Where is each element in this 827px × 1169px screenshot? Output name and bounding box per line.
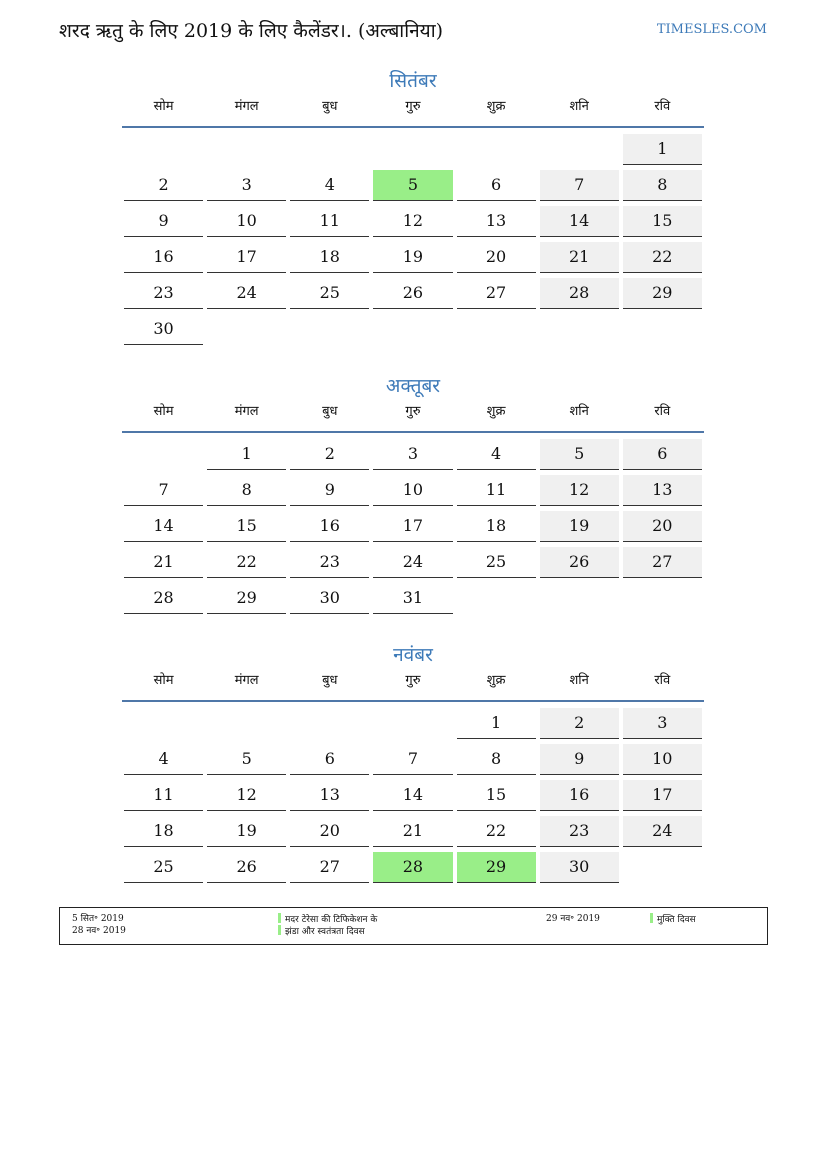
day-cell[interactable]: 23 xyxy=(124,278,203,309)
weekday-label: मंगल xyxy=(234,673,259,688)
empty-cell xyxy=(207,708,286,738)
day-cell[interactable]: 31 xyxy=(373,583,452,614)
day-cell[interactable]: 6 xyxy=(457,170,536,201)
day-cell[interactable]: 10 xyxy=(623,744,702,775)
weekday-label: गुरु xyxy=(405,673,421,688)
empty-cell xyxy=(540,134,619,164)
day-cell[interactable]: 2 xyxy=(124,170,203,201)
day-cell[interactable]: 15 xyxy=(623,206,702,237)
day-cell[interactable]: 28 xyxy=(540,278,619,309)
day-cell[interactable]: 26 xyxy=(540,547,619,578)
day-cell[interactable]: 7 xyxy=(124,475,203,506)
day-cell[interactable]: 4 xyxy=(124,744,203,775)
legend-date: 5 सित॰ 2019 xyxy=(72,914,124,924)
legend-holiday-name: झंडा और स्वतंत्रता दिवस xyxy=(285,927,365,937)
day-cell[interactable]: 13 xyxy=(457,206,536,237)
day-cell[interactable]: 4 xyxy=(457,439,536,470)
site-link[interactable]: TIMESLES.COM xyxy=(656,22,767,37)
day-cell[interactable]: 11 xyxy=(457,475,536,506)
day-cell[interactable]: 26 xyxy=(207,852,286,883)
day-cell[interactable]: 16 xyxy=(124,242,203,273)
empty-cell xyxy=(373,134,452,164)
day-cell[interactable]: 3 xyxy=(373,439,452,470)
weekday-label: गुरु xyxy=(405,99,421,114)
day-cell[interactable]: 27 xyxy=(457,278,536,309)
day-cell[interactable]: 28 xyxy=(124,583,203,614)
day-cell[interactable]: 7 xyxy=(373,744,452,775)
empty-cell xyxy=(457,134,536,164)
month-september xyxy=(122,66,704,348)
day-cell[interactable]: 29 xyxy=(207,583,286,614)
day-cell[interactable]: 19 xyxy=(207,816,286,847)
weekday-label: सोम xyxy=(153,99,174,114)
legend-holiday xyxy=(650,913,696,926)
day-cell[interactable]: 14 xyxy=(373,780,452,811)
day-cell[interactable]: 23 xyxy=(290,547,369,578)
empty-cell xyxy=(290,708,369,738)
day-cell[interactable]: 18 xyxy=(457,511,536,542)
day-cell[interactable]: 16 xyxy=(540,780,619,811)
day-cell[interactable]: 30 xyxy=(540,852,619,883)
day-cell[interactable]: 12 xyxy=(540,475,619,506)
day-cell[interactable]: 20 xyxy=(623,511,702,542)
day-cell[interactable]: 2 xyxy=(540,708,619,739)
day-grid xyxy=(122,706,704,886)
day-cell[interactable]: 9 xyxy=(540,744,619,775)
empty-cell xyxy=(290,134,369,164)
weekday-label: गुरु xyxy=(405,404,421,419)
legend-date: 28 नव॰ 2019 xyxy=(72,926,126,936)
day-cell[interactable]: 23 xyxy=(540,816,619,847)
day-cell[interactable]: 8 xyxy=(623,170,702,201)
day-cell[interactable]: 18 xyxy=(290,242,369,273)
day-cell[interactable]: 17 xyxy=(623,780,702,811)
day-cell[interactable]: 22 xyxy=(207,547,286,578)
legend-holiday-name: मदर टेरेसा की टिफिकेशन के xyxy=(285,915,378,925)
holiday-color-marker xyxy=(278,913,281,923)
legend-holiday xyxy=(278,925,365,938)
weekday-label: बुध xyxy=(322,99,338,114)
day-cell[interactable]: 3 xyxy=(623,708,702,739)
day-cell[interactable]: 21 xyxy=(124,547,203,578)
month-title: नवंबर xyxy=(393,644,433,666)
legend-holiday-name: मुक्ति दिवस xyxy=(657,915,696,925)
day-grid xyxy=(122,437,704,617)
holiday-day-cell[interactable]: 5 xyxy=(373,170,452,201)
month-october xyxy=(122,371,704,617)
day-cell[interactable]: 11 xyxy=(124,780,203,811)
day-cell[interactable]: 8 xyxy=(457,744,536,775)
empty-cell xyxy=(207,134,286,164)
legend-date: 29 नव॰ 2019 xyxy=(546,914,600,924)
weekday-label: रवि xyxy=(654,673,671,688)
weekday-label: शनि xyxy=(569,404,589,419)
weekday-label: बुध xyxy=(322,673,338,688)
day-cell[interactable]: 6 xyxy=(623,439,702,470)
weekday-header-row xyxy=(122,401,704,433)
weekday-label: मंगल xyxy=(234,404,259,419)
day-cell[interactable]: 10 xyxy=(373,475,452,506)
weekday-label: रवि xyxy=(654,404,671,419)
weekday-label: रवि xyxy=(654,99,671,114)
day-cell[interactable]: 4 xyxy=(290,170,369,201)
empty-cell xyxy=(124,439,203,469)
day-cell[interactable]: 13 xyxy=(623,475,702,506)
day-cell[interactable]: 17 xyxy=(373,511,452,542)
weekday-label: बुध xyxy=(322,404,338,419)
day-cell[interactable]: 27 xyxy=(623,547,702,578)
day-cell[interactable]: 16 xyxy=(290,511,369,542)
day-cell[interactable]: 25 xyxy=(290,278,369,309)
empty-cell xyxy=(124,134,203,164)
day-cell[interactable]: 20 xyxy=(457,242,536,273)
weekday-label: शनि xyxy=(569,99,589,114)
day-cell[interactable]: 1 xyxy=(457,708,536,739)
day-cell[interactable]: 5 xyxy=(207,744,286,775)
day-cell[interactable]: 19 xyxy=(373,242,452,273)
weekday-label: शुक्र xyxy=(486,673,506,688)
day-cell[interactable]: 11 xyxy=(290,206,369,237)
day-cell[interactable]: 5 xyxy=(540,439,619,470)
day-cell[interactable]: 22 xyxy=(623,242,702,273)
day-cell[interactable]: 1 xyxy=(207,439,286,470)
weekday-header-row xyxy=(122,96,704,128)
weekday-label: सोम xyxy=(153,404,174,419)
month-title: अक्तूबर xyxy=(385,375,441,397)
day-cell[interactable]: 30 xyxy=(124,314,203,345)
day-cell[interactable]: 14 xyxy=(124,511,203,542)
day-cell[interactable]: 17 xyxy=(207,242,286,273)
day-cell[interactable]: 13 xyxy=(290,780,369,811)
day-cell[interactable]: 3 xyxy=(207,170,286,201)
day-cell[interactable]: 19 xyxy=(540,511,619,542)
day-cell[interactable]: 12 xyxy=(373,206,452,237)
day-cell[interactable]: 6 xyxy=(290,744,369,775)
weekday-label: शनि xyxy=(569,673,589,688)
month-title: सितंबर xyxy=(389,70,437,92)
empty-cell xyxy=(373,708,452,738)
page-title: शरद ऋतु के लिए 2019 के लिए कैलेंडर।. (अल्बानिया) xyxy=(59,20,444,42)
holiday-day-cell[interactable]: 29 xyxy=(457,852,536,883)
day-cell[interactable]: 26 xyxy=(373,278,452,309)
day-cell[interactable]: 12 xyxy=(207,780,286,811)
day-cell[interactable]: 24 xyxy=(623,816,702,847)
day-cell[interactable]: 14 xyxy=(540,206,619,237)
day-cell[interactable]: 10 xyxy=(207,206,286,237)
day-cell[interactable]: 24 xyxy=(373,547,452,578)
day-grid xyxy=(122,132,704,348)
holiday-day-cell[interactable]: 28 xyxy=(373,852,452,883)
day-cell[interactable]: 9 xyxy=(124,206,203,237)
day-cell[interactable]: 1 xyxy=(623,134,702,165)
weekday-label: सोम xyxy=(153,673,174,688)
day-cell[interactable]: 2 xyxy=(290,439,369,470)
day-cell[interactable]: 8 xyxy=(207,475,286,506)
day-cell[interactable]: 15 xyxy=(457,780,536,811)
month-november xyxy=(122,640,704,886)
day-cell[interactable]: 21 xyxy=(373,816,452,847)
holiday-color-marker xyxy=(650,913,653,923)
day-cell[interactable]: 27 xyxy=(290,852,369,883)
holiday-color-marker xyxy=(278,925,281,935)
day-cell[interactable]: 21 xyxy=(540,242,619,273)
weekday-label: शुक्र xyxy=(486,99,506,114)
weekday-label: मंगल xyxy=(234,99,259,114)
day-cell[interactable]: 29 xyxy=(623,278,702,309)
day-cell[interactable]: 25 xyxy=(457,547,536,578)
holiday-legend xyxy=(59,907,768,945)
day-cell[interactable]: 18 xyxy=(124,816,203,847)
day-cell[interactable]: 22 xyxy=(457,816,536,847)
day-cell[interactable]: 30 xyxy=(290,583,369,614)
day-cell[interactable]: 7 xyxy=(540,170,619,201)
day-cell[interactable]: 24 xyxy=(207,278,286,309)
empty-cell xyxy=(124,708,203,738)
day-cell[interactable]: 20 xyxy=(290,816,369,847)
weekday-label: शुक्र xyxy=(486,404,506,419)
weekday-header-row xyxy=(122,670,704,702)
day-cell[interactable]: 25 xyxy=(124,852,203,883)
day-cell[interactable]: 15 xyxy=(207,511,286,542)
day-cell[interactable]: 9 xyxy=(290,475,369,506)
